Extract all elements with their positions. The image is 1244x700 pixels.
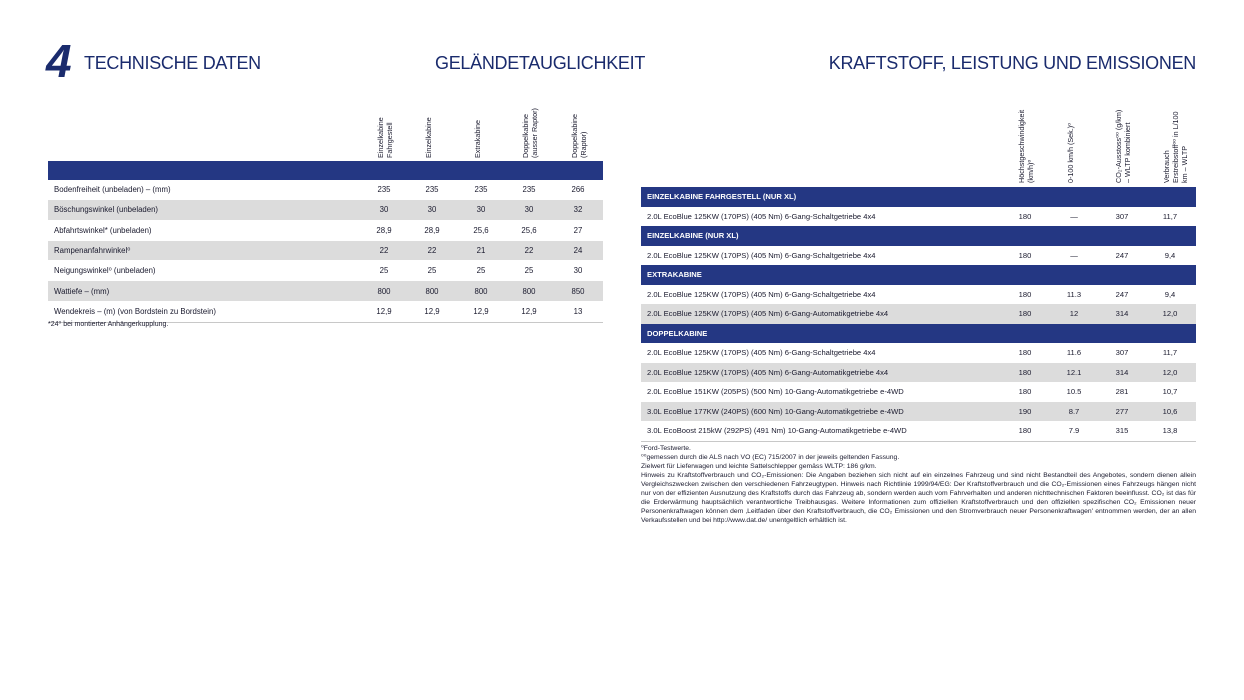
fuel-cell: 180 [1018, 426, 1032, 436]
offroad-cell: 28,9 [376, 225, 392, 235]
offroad-cell: 30 [573, 266, 583, 276]
offroad-cell: 25,6 [521, 225, 537, 235]
fuel-section-title: EINZELKABINE FAHRGESTELL (NUR XL) [647, 192, 797, 202]
fuel-cell: 12.1 [1066, 367, 1082, 377]
fuel-cell: 12,0 [1162, 367, 1178, 377]
page-number: 4 [46, 35, 72, 87]
offroad-row [48, 200, 603, 220]
offroad-cell: 235 [425, 185, 439, 195]
offroad-cell: 30 [379, 205, 389, 215]
fuel-section-title: EINZELKABINE (NUR XL) [647, 231, 739, 241]
fuel-row [641, 304, 1196, 324]
fuel-row-label: 2.0L EcoBlue 125KW (170PS) (405 Nm) 6-Gang-Schaltgetriebe 4x4 [647, 348, 876, 358]
fuel-row-label: 2.0L EcoBlue 125KW (170PS) (405 Nm) 6-Gang-Schaltgetriebe 4x4 [647, 250, 876, 260]
fuel-row [641, 402, 1196, 422]
fuel-cell: 180 [1018, 387, 1032, 397]
fuel-cell: 13,8 [1162, 426, 1178, 436]
offroad-cell: 22 [379, 246, 389, 256]
fuel-row [641, 285, 1196, 305]
fuel-cell: 11.3 [1066, 289, 1082, 299]
offroad-cell: 13 [573, 306, 583, 316]
fuel-cell: 307 [1115, 348, 1129, 358]
fuel-row [641, 207, 1196, 227]
offroad-cell: 27 [573, 225, 583, 235]
fuel-cell: 307 [1115, 211, 1129, 221]
offroad-cell: 22 [427, 246, 437, 256]
offroad-cell: 24 [573, 246, 583, 256]
fuel-note: Zielwert für Lieferwagen und leichte Sattelschlepper gemäss WLTP: 186 g/km. [641, 463, 877, 470]
offroad-cell: 22 [524, 246, 534, 256]
offroad-cell: 21 [476, 246, 486, 256]
fuel-row-label: 2.0L EcoBlue 125KW (170PS) (405 Nm) 6-Gang-Schaltgetriebe 4x4 [647, 289, 876, 299]
fuel-cell: 180 [1018, 289, 1032, 299]
offroad-column-header: Extrakabine [473, 120, 482, 158]
fuel-cell: 277 [1115, 406, 1129, 416]
offroad-cell: 25 [524, 266, 534, 276]
offroad-row-label: Wendekreis – (m) (von Bordstein zu Bordstein) [54, 306, 216, 316]
fuel-cell: 180 [1018, 250, 1032, 260]
fuel-cell: — [1070, 211, 1078, 221]
offroad-cell: 235 [474, 185, 488, 195]
fuel-row-label: 3.0L EcoBoost 215kW (292PS) (491 Nm) 10-Gang-Automatikgetriebe e-4WD [647, 426, 907, 436]
fuel-notes [641, 444, 1196, 525]
fuel-cell: 12 [1069, 309, 1079, 319]
fuel-cell: 180 [1018, 211, 1032, 221]
fuel-cell: 314 [1115, 309, 1129, 319]
fuel-cell: 11,7 [1162, 211, 1178, 221]
fuel-section-header [641, 226, 1196, 246]
offroad-header-bar [48, 161, 603, 180]
fuel-row [641, 246, 1196, 266]
fuel-cell: 11.6 [1066, 348, 1082, 358]
fuel-table [641, 187, 1196, 442]
offroad-cell: 25 [427, 266, 437, 276]
fuel-row [641, 363, 1196, 383]
fuel-column-header: 0-100 km/h (Sek.)⁰ [1066, 122, 1075, 183]
offroad-row [48, 261, 603, 281]
fuel-cell: 9,4 [1164, 250, 1176, 260]
offroad-cell: 32 [573, 205, 583, 215]
offroad-row-label: Abfahrtswinkel* (unbeladen) [54, 225, 152, 235]
offroad-cell: 30 [524, 205, 534, 215]
fuel-row-label: 2.0L EcoBlue 151KW (205PS) (500 Nm) 10-Gang-Automatikgetriebe e-4WD [647, 387, 904, 397]
offroad-cell: 12,9 [521, 306, 537, 316]
fuel-cell: 10,7 [1162, 387, 1178, 397]
fuel-column-header: Höchstgeschwindigkeit (km/h)⁰ [1017, 109, 1035, 183]
offroad-row-label: Wattiefe – (mm) [54, 286, 110, 296]
fuel-note: ⁰⁰gemessen durch die ALS nach VO (EC) 715/2007 in der jeweils geltenden Fassung. [641, 454, 900, 461]
fuel-cell: 180 [1018, 348, 1032, 358]
offroad-row [48, 180, 603, 200]
offroad-cell: 30 [476, 205, 486, 215]
fuel-cell: 247 [1115, 289, 1129, 299]
offroad-row-label: Bodenfreiheit (unbeladen) – (mm) [54, 185, 171, 195]
fuel-cell: 314 [1115, 367, 1129, 377]
fuel-row-label: 2.0L EcoBlue 125KW (170PS) (405 Nm) 6-Gang-Automatikgetriebe 4x4 [647, 309, 889, 319]
offroad-heading: GELÄNDETAUGLICHKEIT [435, 53, 646, 73]
fuel-cell: 190 [1018, 406, 1032, 416]
fuel-cell: 7.9 [1068, 426, 1080, 436]
fuel-column-header: CO₂-Ausstoss⁰⁰ (g/km) – WLTP kombiniert [1114, 109, 1132, 183]
fuel-row-label: 2.0L EcoBlue 125KW (170PS) (405 Nm) 6-Gang-Automatikgetriebe 4x4 [647, 367, 889, 377]
offroad-cell: 235 [522, 185, 536, 195]
offroad-row-label: Rampenanfahrwinkel⁰ [54, 246, 131, 256]
fuel-note: ⁰Ford-Testwerte. [641, 445, 691, 452]
fuel-section-title: DOPPELKABINE [647, 328, 708, 338]
offroad-row [48, 241, 603, 261]
section-title: TECHNISCHE DATEN [84, 53, 261, 73]
offroad-cell: 800 [377, 286, 391, 296]
fuel-row-label: 2.0L EcoBlue 125KW (170PS) (405 Nm) 6-Gang-Schaltgetriebe 4x4 [647, 211, 876, 221]
offroad-table [48, 161, 603, 323]
offroad-cell: 12,9 [473, 306, 489, 316]
offroad-column-header: Einzelkabine Fahrgestell [376, 117, 394, 158]
offroad-column-header: Einzelkabine [424, 117, 433, 158]
fuel-row [641, 382, 1196, 402]
fuel-cell: 247 [1115, 250, 1129, 260]
fuel-cell: 11,7 [1162, 348, 1178, 358]
offroad-column-header: Doppelkabine (Raptor) [570, 114, 588, 158]
fuel-note: Hinweis zu Kraftstoffverbrauch und CO₂-Emissionen: Die Angaben beziehen sich nicht auf ein einzelnes Fahrzeug und sind nicht Bestandteil des Angebotes, sondern dienen allein Vergleichszwecken zwischen den verschiedenen Fahrzeugtypen. Hinweis nach Richtlinie 1999/94/EG: Der Kraftstoffverbrauch und die CO₂-Emissionen eines Fahrzeugs hängen nicht nur von der effizienten Ausnutzung des Kraftstoffs durch das Fahrzeug ab, sondern werden auch vom Fahrverhalten und anderen nichttechnischen Faktoren beeinflusst. CO₂ ist das für die Erderwärmung hauptsächlich verantwortliche Treibhausgas. Weitere Informationen zum offiziellen Kraftstoffverbrauch und den offiziellen spezifischen CO₂ Emissionen neuer Personenkraftwagen können dem ‚Leitfaden über den Kraftstoffverbrauch, die CO₂ Emissionen und den Stromverbrauch neuer Personenkraftwagen' entnommen werden, der an allen Verkaufsstellen und bei http://www.dat.de/ unentgeltlich erhältlich ist. [641, 472, 1196, 524]
fuel-row-label: 3.0L EcoBlue 177KW (240PS) (600 Nm) 10-Gang-Automatikgetriebe e-4WD [647, 406, 904, 416]
offroad-cell: 850 [571, 286, 585, 296]
fuel-section-header [641, 324, 1196, 344]
offroad-cell: 12,9 [424, 306, 440, 316]
offroad-cell: 800 [474, 286, 488, 296]
offroad-cell: 12,9 [376, 306, 392, 316]
fuel-cell: 9,4 [1164, 289, 1176, 299]
offroad-row [48, 221, 603, 241]
offroad-cell: 28,9 [424, 225, 440, 235]
offroad-column-header: Doppelkabine (ausser Raptor) [521, 108, 539, 158]
fuel-column-header: Verbrauch Erstreibstoff⁰⁰ in L/100 km – WLTP [1162, 111, 1189, 183]
fuel-section-title: EXTRAKABINE [647, 270, 702, 280]
fuel-cell: 180 [1018, 309, 1032, 319]
fuel-cell: 180 [1018, 367, 1032, 377]
offroad-footnote: *24⁰ bei montierter Anhängerkupplung. [48, 321, 169, 328]
fuel-section-header [641, 187, 1196, 207]
offroad-cell: 266 [571, 185, 585, 195]
fuel-cell: 315 [1115, 426, 1129, 436]
offroad-cell: 30 [427, 205, 437, 215]
fuel-cell: 10,6 [1162, 406, 1178, 416]
fuel-row [641, 343, 1196, 363]
fuel-cell: 12,0 [1162, 309, 1178, 319]
offroad-cell: 800 [425, 286, 439, 296]
fuel-cell: — [1070, 250, 1078, 260]
fuel-cell: 8.7 [1068, 406, 1080, 416]
fuel-row [641, 421, 1196, 441]
fuel-cell: 10.5 [1066, 387, 1082, 397]
fuel-heading: KRAFTSTOFF, LEISTUNG UND EMISSIONEN [828, 53, 1196, 73]
offroad-cell: 25 [476, 266, 486, 276]
fuel-bottom-rule [641, 441, 1196, 442]
offroad-row-label: Böschungswinkel (unbeladen) [54, 205, 159, 215]
offroad-cell: 235 [377, 185, 391, 195]
offroad-row-label: Neigungswinkel⁰ (unbeladen) [54, 266, 156, 276]
fuel-section-header [641, 265, 1196, 285]
offroad-cell: 25 [379, 266, 389, 276]
offroad-cell: 25,6 [473, 225, 489, 235]
fuel-cell: 281 [1115, 387, 1129, 397]
offroad-row [48, 281, 603, 301]
offroad-cell: 800 [522, 286, 536, 296]
